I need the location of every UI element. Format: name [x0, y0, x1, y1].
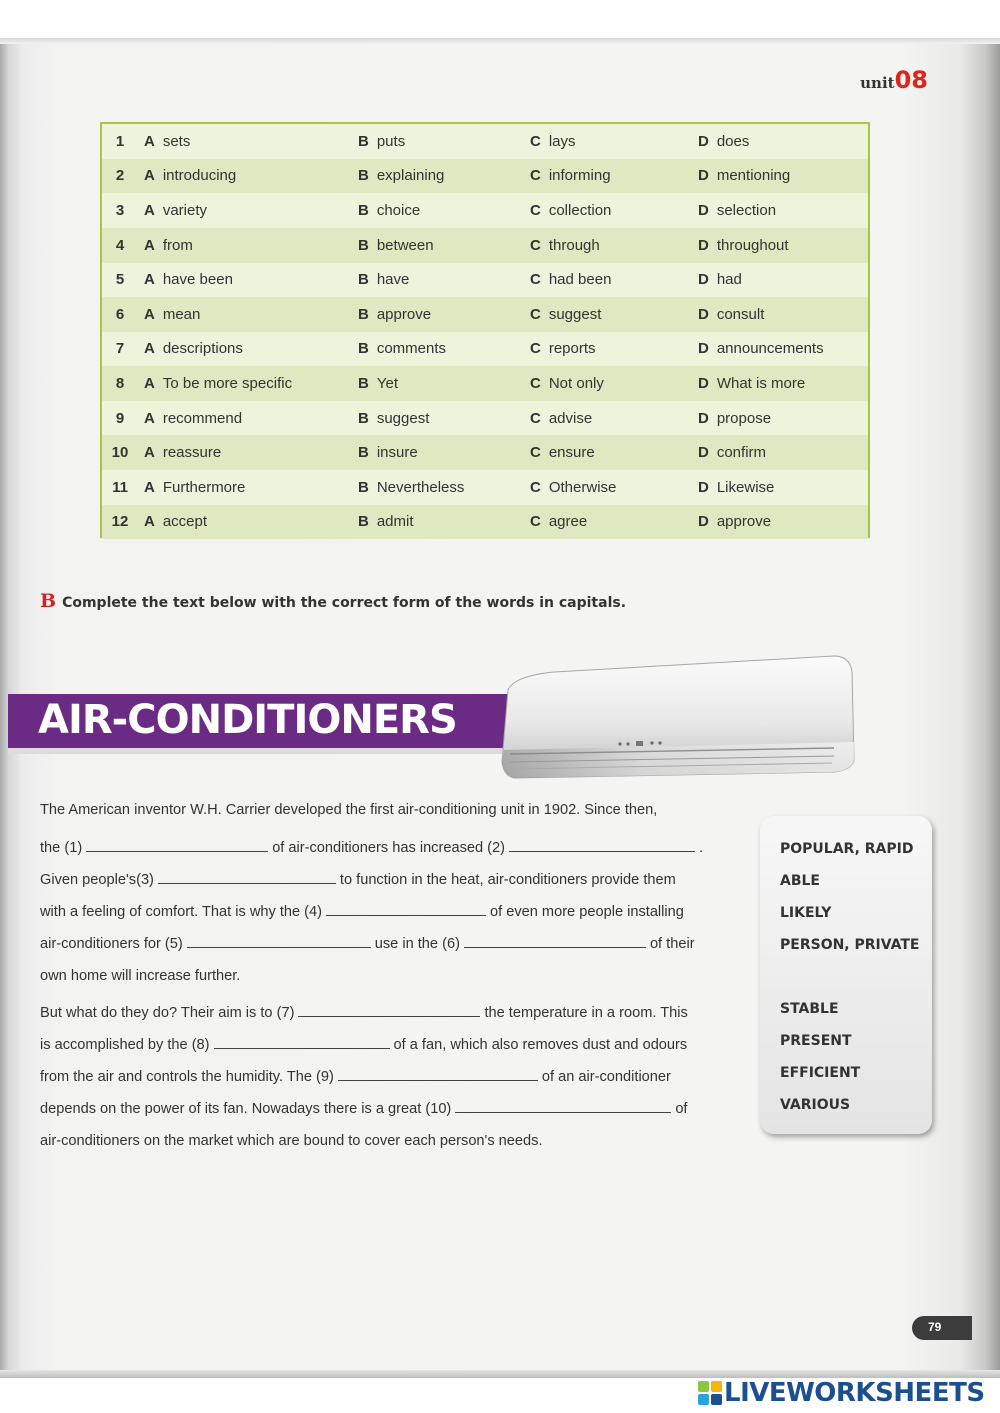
option-letter: D: [698, 236, 709, 254]
table-row: [102, 124, 868, 159]
gap-6-input[interactable]: [464, 936, 646, 948]
option-letter: C: [530, 271, 541, 289]
option-a[interactable]: [144, 237, 193, 254]
question-number: 7: [115, 340, 125, 358]
option-letter: A: [144, 513, 155, 531]
passage-line-1: The American inventor W.H. Carrier developed the first air-conditioning unit in 1902. Since then,: [40, 802, 658, 818]
passage-line-2: [40, 840, 703, 856]
option-letter: D: [698, 167, 709, 185]
option-letter: A: [144, 444, 155, 462]
gap-7-label: But what do they do? Their aim is to (7): [40, 1005, 295, 1021]
gap-3-label: Given people's(3): [40, 872, 154, 888]
option-d[interactable]: [698, 340, 824, 357]
gap-9-label: from the air and controls the humidity. The (9): [40, 1069, 334, 1085]
option-c[interactable]: [530, 410, 592, 427]
gap-3-input[interactable]: [158, 872, 336, 884]
table-row: [102, 228, 868, 263]
gap-7-input[interactable]: [298, 1005, 480, 1017]
option-a[interactable]: [144, 410, 242, 427]
gap-8-input[interactable]: [214, 1037, 390, 1049]
option-a[interactable]: [144, 513, 207, 530]
option-letter: D: [698, 340, 709, 358]
option-text: introducing: [162, 167, 237, 185]
option-text: consult: [716, 305, 765, 323]
option-letter: D: [698, 444, 709, 462]
option-text: selection: [716, 202, 777, 220]
instruction-text: Complete the text below with the correct form of the words in capitals.: [62, 595, 627, 611]
option-text: reports: [548, 340, 596, 358]
option-text: approve: [716, 513, 772, 531]
option-letter: A: [144, 478, 155, 496]
passage-line-10: [40, 1101, 687, 1117]
option-a[interactable]: [144, 444, 221, 461]
option-c[interactable]: [530, 444, 595, 461]
option-letter: A: [144, 202, 155, 220]
passage-text-5b: use in the (6): [374, 936, 460, 952]
table-row: [102, 401, 868, 436]
question-number: 8: [115, 375, 125, 393]
passage-line-11: air-conditioners on the market which are bound to cover each person's needs.: [40, 1133, 543, 1149]
option-a[interactable]: [144, 479, 245, 496]
word-bank-item: PERSON, PRIVATE: [780, 937, 920, 953]
table-row: [102, 366, 868, 401]
option-d[interactable]: [698, 306, 764, 323]
option-text: suggest: [376, 409, 430, 427]
option-letter: D: [698, 478, 709, 496]
word-bank-item: VARIOUS: [780, 1097, 851, 1113]
option-text: agree: [548, 513, 588, 531]
gap-9-input[interactable]: [338, 1069, 538, 1081]
option-c[interactable]: [530, 271, 611, 288]
option-text: approve: [376, 305, 432, 323]
passage-line-8: [40, 1037, 687, 1053]
word-bank: [760, 816, 932, 1134]
option-text: does: [716, 132, 750, 150]
option-text: confirm: [716, 444, 767, 462]
question-number: 3: [115, 202, 125, 220]
table-row: [102, 193, 868, 228]
option-a[interactable]: [144, 375, 292, 392]
option-c[interactable]: [530, 375, 604, 392]
option-letter: B: [358, 202, 369, 220]
unit-word: unit: [860, 74, 895, 92]
question-number: 9: [115, 409, 125, 427]
option-text: suggest: [548, 305, 602, 323]
option-c[interactable]: [530, 202, 611, 219]
option-letter: B: [358, 409, 369, 427]
option-a[interactable]: [144, 167, 236, 184]
option-text: lays: [548, 132, 576, 150]
gap-4-label: with a feeling of comfort. That is why the (4): [40, 904, 322, 920]
word-bank-item: POPULAR, RAPID: [780, 841, 914, 857]
option-text: informing: [548, 167, 611, 185]
options-table: [100, 122, 870, 538]
option-c[interactable]: [530, 133, 576, 150]
word-bank-item: LIKELY: [780, 905, 832, 921]
table-row: [102, 470, 868, 505]
option-text: admit: [376, 513, 414, 531]
option-text: have been: [162, 271, 233, 289]
passage-title: AIR-CONDITIONERS: [38, 697, 457, 743]
question-number: 4: [115, 236, 125, 254]
table-row: [102, 505, 868, 540]
passage-text-3b: to function in the heat, air-conditioners provide them: [339, 872, 676, 888]
option-d[interactable]: [698, 513, 771, 530]
option-letter: D: [698, 271, 709, 289]
option-letter: C: [530, 132, 541, 150]
option-d[interactable]: [698, 271, 742, 288]
option-text: puts: [376, 132, 406, 150]
option-text: Not only: [548, 375, 604, 393]
option-text: Nevertheless: [376, 478, 465, 496]
passage-line-4: [40, 904, 684, 920]
option-letter: D: [698, 305, 709, 323]
passage-text-10b: of: [675, 1101, 688, 1117]
option-letter: C: [530, 167, 541, 185]
option-letter: C: [530, 202, 541, 220]
option-b[interactable]: [358, 167, 444, 184]
option-text: ensure: [548, 444, 595, 462]
option-text: To be more specific: [162, 375, 293, 393]
option-text: comments: [376, 340, 447, 358]
option-letter: C: [530, 340, 541, 358]
option-d[interactable]: [698, 444, 766, 461]
passage-text-5c: of their: [649, 936, 695, 952]
passage-text-9b: of an air-conditioner: [541, 1069, 671, 1085]
option-letter: D: [698, 202, 709, 220]
option-letter: A: [144, 236, 155, 254]
option-b[interactable]: [358, 340, 446, 357]
option-d[interactable]: [698, 410, 771, 427]
passage-text-8b: of a fan, which also removes dust and odours: [393, 1037, 688, 1053]
option-b[interactable]: [358, 479, 464, 496]
option-text: have: [376, 271, 410, 289]
option-text: Yet: [376, 375, 398, 393]
option-text: Furthermore: [162, 478, 246, 496]
option-letter: B: [358, 305, 369, 323]
option-text: mentioning: [716, 167, 791, 185]
word-bank-item: EFFICIENT: [780, 1065, 861, 1081]
option-a[interactable]: [144, 340, 243, 357]
option-c[interactable]: [530, 237, 600, 254]
question-number: 6: [115, 305, 125, 323]
gap-10-label: depends on the power of its fan. Nowadays there is a great (10): [40, 1101, 452, 1117]
option-d[interactable]: [698, 167, 790, 184]
option-letter: A: [144, 271, 155, 289]
passage-text-2b: of air-conditioners has increased (2): [272, 840, 505, 856]
option-b[interactable]: [358, 133, 405, 150]
passage-line-9: [40, 1069, 671, 1085]
table-row: [102, 262, 868, 297]
option-letter: A: [144, 305, 155, 323]
option-text: explaining: [376, 167, 445, 185]
option-text: from: [162, 236, 193, 254]
gap-1-input[interactable]: [86, 840, 268, 852]
question-number: 11: [112, 478, 128, 496]
option-letter: B: [358, 236, 369, 254]
question-number: 10: [111, 444, 129, 462]
option-text: throughout: [716, 236, 789, 254]
option-b[interactable]: [358, 202, 420, 219]
question-number: 1: [115, 132, 125, 150]
gap-2-input[interactable]: [509, 840, 695, 852]
option-text: had: [716, 271, 742, 289]
gap-5-label: air-conditioners for (5): [40, 936, 183, 952]
option-c[interactable]: [530, 479, 616, 496]
passage-line-7: [40, 1005, 688, 1021]
passage-text-7b: the temperature in a room. This: [484, 1005, 688, 1021]
option-letter: D: [698, 513, 709, 531]
option-letter: B: [358, 375, 369, 393]
option-c[interactable]: [530, 513, 587, 530]
gap-1-label: the (1): [40, 840, 83, 856]
page-bottom-edge: [0, 1370, 1000, 1378]
option-b[interactable]: [358, 444, 418, 461]
gap-10-input[interactable]: [455, 1101, 671, 1113]
unit-label: [860, 66, 928, 94]
option-text: mean: [162, 305, 201, 323]
section-letter: B: [40, 590, 57, 612]
option-letter: C: [530, 513, 541, 531]
option-a[interactable]: [144, 271, 233, 288]
option-letter: A: [144, 375, 155, 393]
option-text: accept: [162, 513, 208, 531]
option-text: propose: [716, 409, 772, 427]
table-row: [102, 159, 868, 194]
word-bank-item: ABLE: [780, 873, 820, 889]
option-d[interactable]: [698, 133, 749, 150]
option-a[interactable]: [144, 133, 190, 150]
option-letter: D: [698, 409, 709, 427]
gap-5-input[interactable]: [187, 936, 371, 948]
option-letter: D: [698, 375, 709, 393]
option-letter: C: [530, 478, 541, 496]
option-text: advise: [548, 409, 593, 427]
option-c[interactable]: [530, 167, 611, 184]
option-text: variety: [162, 202, 208, 220]
page-number: 79: [928, 1320, 942, 1334]
option-b[interactable]: [358, 271, 409, 288]
section-b-instruction: [40, 590, 626, 612]
page-top-edge: [0, 38, 1000, 44]
option-letter: C: [530, 444, 541, 462]
option-c[interactable]: [530, 306, 601, 323]
option-c[interactable]: [530, 340, 596, 357]
option-letter: A: [144, 167, 155, 185]
page-number-tab: [912, 1316, 972, 1340]
option-text: through: [548, 236, 600, 254]
option-letter: B: [358, 132, 369, 150]
gap-8-label: is accomplished by the (8): [40, 1037, 210, 1053]
option-letter: B: [358, 271, 369, 289]
liveworksheets-logo-icon: [697, 1380, 723, 1406]
option-text: What is more: [716, 375, 806, 393]
option-letter: B: [358, 340, 369, 358]
option-letter: C: [530, 409, 541, 427]
option-letter: B: [358, 478, 369, 496]
option-d[interactable]: [698, 375, 805, 392]
option-text: insure: [376, 444, 418, 462]
option-letter: A: [144, 340, 155, 358]
passage-line-6: own home will increase further.: [40, 968, 241, 984]
question-number: 12: [111, 513, 129, 531]
option-letter: A: [144, 409, 155, 427]
option-text: collection: [548, 202, 612, 220]
option-text: announcements: [716, 340, 824, 358]
option-b[interactable]: [358, 237, 434, 254]
question-number: 5: [115, 271, 125, 289]
brand-name: LIVEWORKSHEETS: [724, 1378, 985, 1408]
table-row: [102, 435, 868, 470]
passage-text-2c: .: [699, 840, 704, 856]
gap-4-input[interactable]: [326, 904, 486, 916]
option-text: reassure: [162, 444, 222, 462]
option-text: Otherwise: [548, 478, 617, 496]
passage-line-5: [40, 936, 695, 952]
option-d[interactable]: [698, 237, 789, 254]
option-text: Likewise: [716, 478, 775, 496]
option-b[interactable]: [358, 375, 398, 392]
option-b[interactable]: [358, 306, 431, 323]
option-text: between: [376, 236, 434, 254]
option-text: sets: [162, 132, 191, 150]
option-letter: D: [698, 132, 709, 150]
option-letter: B: [358, 167, 369, 185]
option-text: had been: [548, 271, 612, 289]
option-letter: B: [358, 513, 369, 531]
option-d[interactable]: [698, 202, 776, 219]
air-conditioner-image: [494, 650, 856, 780]
table-row: [102, 332, 868, 367]
option-letter: A: [144, 132, 155, 150]
option-a[interactable]: [144, 202, 207, 219]
option-text: choice: [376, 202, 421, 220]
option-letter: C: [530, 305, 541, 323]
word-bank-item: PRESENT: [780, 1033, 852, 1049]
passage-line-3: [40, 872, 676, 888]
unit-number: 08: [894, 66, 928, 94]
banner-underline: [8, 748, 508, 754]
option-b[interactable]: [358, 513, 414, 530]
table-row: [102, 297, 868, 332]
option-letter: B: [358, 444, 369, 462]
option-letter: C: [530, 236, 541, 254]
passage-text-4b: of even more people installing: [490, 904, 684, 920]
option-d[interactable]: [698, 479, 774, 496]
question-number: 2: [115, 167, 125, 185]
option-b[interactable]: [358, 410, 429, 427]
option-text: recommend: [162, 409, 243, 427]
option-letter: C: [530, 375, 541, 393]
option-a[interactable]: [144, 306, 200, 323]
option-text: descriptions: [162, 340, 243, 358]
word-bank-item: STABLE: [780, 1001, 839, 1017]
